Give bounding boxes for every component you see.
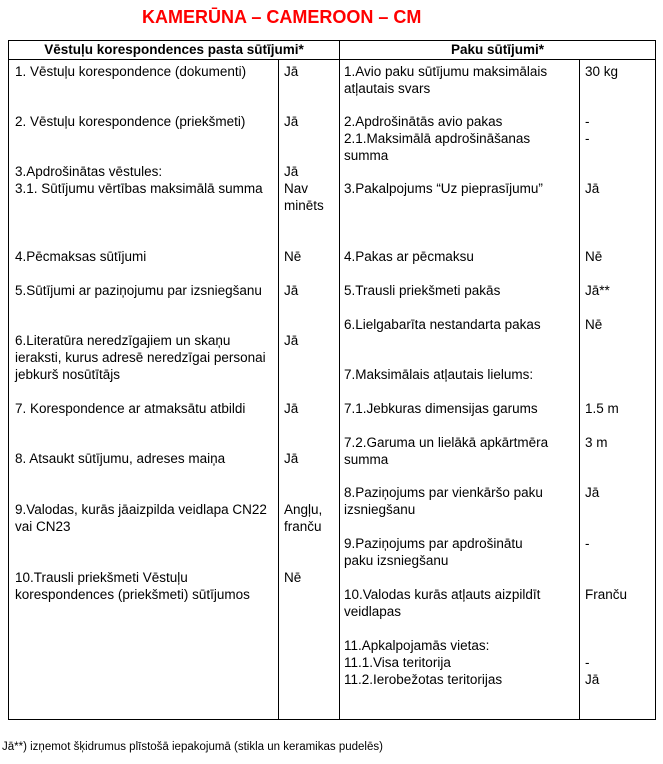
postal-services-table — [8, 40, 656, 720]
left-item-value: Jā — [284, 114, 299, 129]
left-item-value: Jā — [284, 451, 299, 466]
left-item-value: Nav minēts — [284, 181, 324, 213]
right-item-value: - — [585, 131, 590, 146]
right-item-value: Jā** — [585, 283, 610, 298]
left-item-label: 3.1. Sūtījumu vērtības maksimālā summa — [15, 181, 263, 196]
left-item-value: Jā — [284, 401, 299, 416]
right-item-value: - — [585, 655, 590, 670]
right-item-value: Franču — [585, 587, 628, 602]
left-item-label: 2. Vēstuļu korespondence (priekšmeti) — [15, 114, 246, 129]
right-item-value: 30 kg — [585, 64, 619, 79]
left-item-value: Jā — [284, 333, 299, 348]
right-item-label: 10.Valodas kurās atļauts aizpildīt veidlapas — [344, 587, 541, 619]
right-item-label: 9.Paziņojums par apdrošinātu paku izsniegšanu — [344, 536, 523, 568]
left-item-label: 8. Atsaukt sūtījumu, adreses maiņa — [15, 451, 226, 466]
footnote: Jā**) izņemot šķidrumus plīstošā iepakojumā (stikla un keramikas pudelēs) — [2, 741, 383, 753]
left-item-label: 5.Sūtījumi ar paziņojumu par izsniegšanu — [15, 283, 262, 298]
right-item-label: 7.Maksimālais atļautais lielums: — [344, 367, 534, 382]
left-labels-cell — [9, 60, 279, 720]
left-item-value: Jā — [284, 283, 299, 298]
left-item-label: 6.Literatūra neredzīgajiem un skaņu ieraksti, kurus adresē neredzīgai personai jebkurš nosūtītājs — [15, 333, 266, 382]
right-item-label: 8.Paziņojums par vienkāršo paku izsniegšanu — [344, 485, 543, 517]
right-item-value: Jā — [585, 485, 600, 500]
right-item-value: Nē — [585, 317, 603, 332]
left-item-label: 10.Trausli priekšmeti Vēstuļu korespondences (priekšmeti) sūtījumos — [15, 570, 250, 602]
right-item-value: 3 m — [585, 435, 608, 450]
right-item-value: Jā — [585, 181, 600, 196]
left-item-value: Jā — [284, 164, 299, 179]
right-values-cell — [580, 60, 656, 720]
right-item-label: 2.1.Maksimālā apdrošināšanas summa — [344, 131, 531, 163]
left-item-label: 3.Apdrošinātas vēstules: — [15, 164, 163, 179]
right-item-label: 7.1.Jebkuras dimensijas garums — [344, 401, 538, 416]
left-values-cell — [279, 60, 340, 720]
right-item-label: 5.Trausli priekšmeti pakās — [344, 283, 501, 298]
right-item-value: Jā — [585, 672, 600, 687]
left-item-value: Angļu, franču — [284, 502, 323, 534]
right-item-label: 1.Avio paku sūtījumu maksimālais atļautais svars — [344, 64, 548, 96]
left-item-label: 1. Vēstuļu korespondence (dokumenti) — [15, 64, 247, 79]
page-title: KAMERŪNA – CAMEROON – CM — [142, 7, 422, 27]
left-item-value: Nē — [284, 249, 302, 264]
right-column-header: Paku sūtījumi* — [340, 41, 656, 60]
right-labels-cell — [340, 60, 580, 720]
right-item-label: 11.Apkalpojamās vietas: — [344, 638, 490, 653]
right-item-label: 4.Pakas ar pēcmaksu — [344, 249, 474, 264]
right-item-value: - — [585, 114, 590, 129]
right-item-label: 11.2.Ierobežotas teritorijas — [344, 672, 503, 687]
right-item-label: 3.Pakalpojums “Uz pieprasījumu” — [344, 181, 543, 196]
right-item-label: 2.Apdrošinātās avio pakas — [344, 114, 503, 129]
left-item-value: Jā — [284, 64, 299, 79]
left-item-label: 7. Korespondence ar atmaksātu atbildi — [15, 401, 246, 416]
right-item-value: Nē — [585, 249, 603, 264]
right-item-value: - — [585, 536, 590, 551]
left-item-label: 4.Pēcmaksas sūtījumi — [15, 249, 147, 264]
right-item-label: 11.1.Visa teritorija — [344, 655, 451, 670]
right-item-label: 6.Lielgabarīta nestandarta pakas — [344, 317, 541, 332]
left-item-label: 9.Valodas, kurās jāaizpilda veidlapa CN22 vai CN23 — [15, 502, 267, 534]
right-item-label: 7.2.Garuma un lielākā apkārtmēra summa — [344, 435, 549, 467]
right-item-value: 1.5 m — [585, 401, 619, 416]
left-item-value: Nē — [284, 570, 302, 585]
left-column-header: Vēstuļu korespondences pasta sūtījumi* — [9, 41, 340, 60]
